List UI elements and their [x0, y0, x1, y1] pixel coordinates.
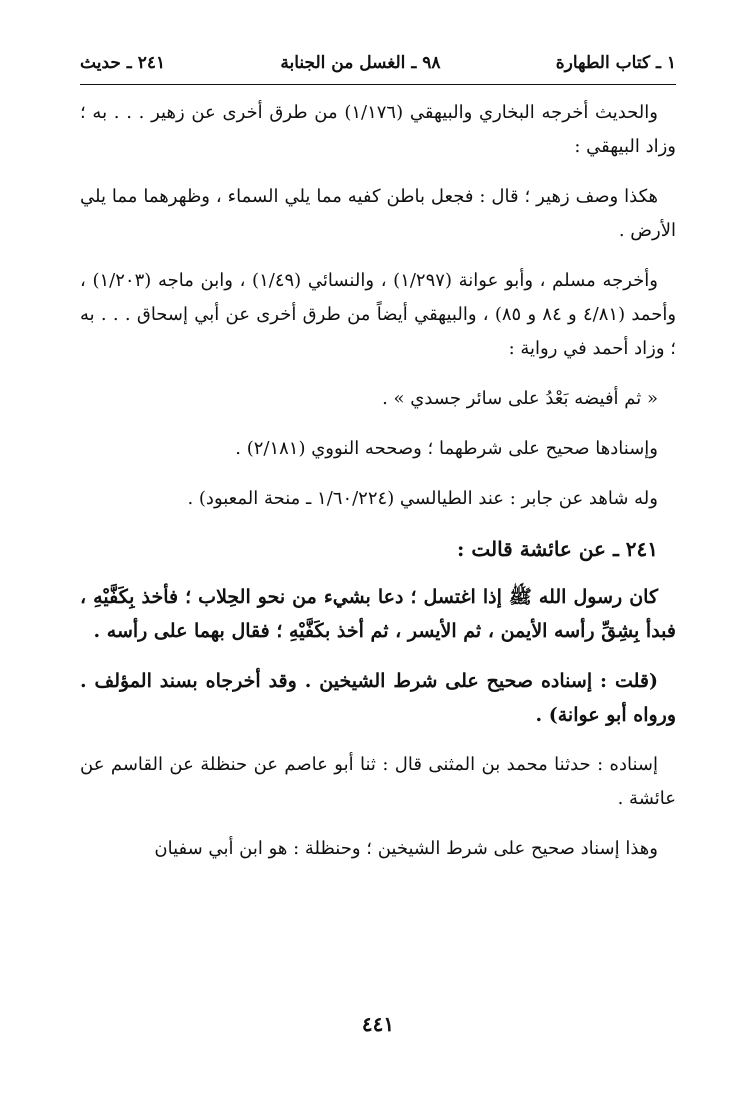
page-body: [80, 96, 676, 882]
paragraph-2: هكذا وصف زهير ؛ قال : فجعل باطن كفيه مما يلي السماء ، وظهرهما مما يلي الأرض .: [80, 186, 676, 241]
page-number: ٤٤١: [361, 1012, 395, 1036]
paragraph-1: والحديث أخرجه البخاري والبيهقي (١/١٧٦) من طرق أخرى عن زهير . . . به ؛ وزاد البيهقي :: [80, 102, 676, 157]
last-line: وهذا إسناد صحيح على شرط الشيخين ؛ وحنظلة : هو ابن أبي سفيان: [154, 838, 658, 859]
hadith-heading: ٢٤١ ـ عن عائشة قالت :: [457, 537, 658, 561]
header-hadith-number: ٢٤١ ـ حديث: [80, 53, 166, 73]
isnad-paragraph: إسناده : حدثنا محمد بن المثنى قال : ثنا أبو عاصم عن حنظلة عن القاسم عن عائشة .: [80, 754, 676, 809]
paragraph-quote: « ثم أفيضه بَعْدُ على سائر جسدي » .: [382, 388, 658, 409]
paragraph-isnad-grade: وإسنادها صحيح على شرطهما ؛ وصححه النووي (٢/١٨١) .: [235, 438, 658, 459]
running-header: [80, 48, 676, 78]
paragraph-3: وأخرجه مسلم ، وأبو عوانة (١/٢٩٧) ، والنسائي (١/٤٩) ، وابن ماجه (١/٢٠٣) ، وأحمد (٤/٨١ و ٨٤ و ٨٥) ، والبيهقي أيضاً من طرق أخرى عن أبي إسحاق . . . به ؛ وزاد أحمد في رواية :: [80, 270, 677, 359]
header-rule: [80, 84, 676, 85]
document-page: [80, 0, 676, 1100]
header-chapter-title: ٩٨ ـ الغسل من الجنابة: [280, 53, 441, 73]
paragraph-witness: وله شاهد عن جابر : عند الطيالسي (١/٦٠/٢٢٤ ـ منحة المعبود) .: [187, 488, 658, 509]
header-book-title: ١ ـ كتاب الطهارة: [555, 53, 676, 73]
author-note: (قلت : إسناده صحيح على شرط الشيخين . وقد أخرجاه بسند المؤلف . ورواه أبو عوانة) .: [80, 670, 676, 726]
hadith-text: كان رسول الله ﷺ إذا اغتسل ؛ دعا بشيء من نحو الحِلاب ؛ فأخذ بِكَفَّيْهِ ، فبدأ بِشِقِّ رأسه الأيمن ، ثم الأيسر ، ثم أخذ بكَفَّيْهِ ؛ فقال بهما على رأسه .: [80, 586, 676, 642]
